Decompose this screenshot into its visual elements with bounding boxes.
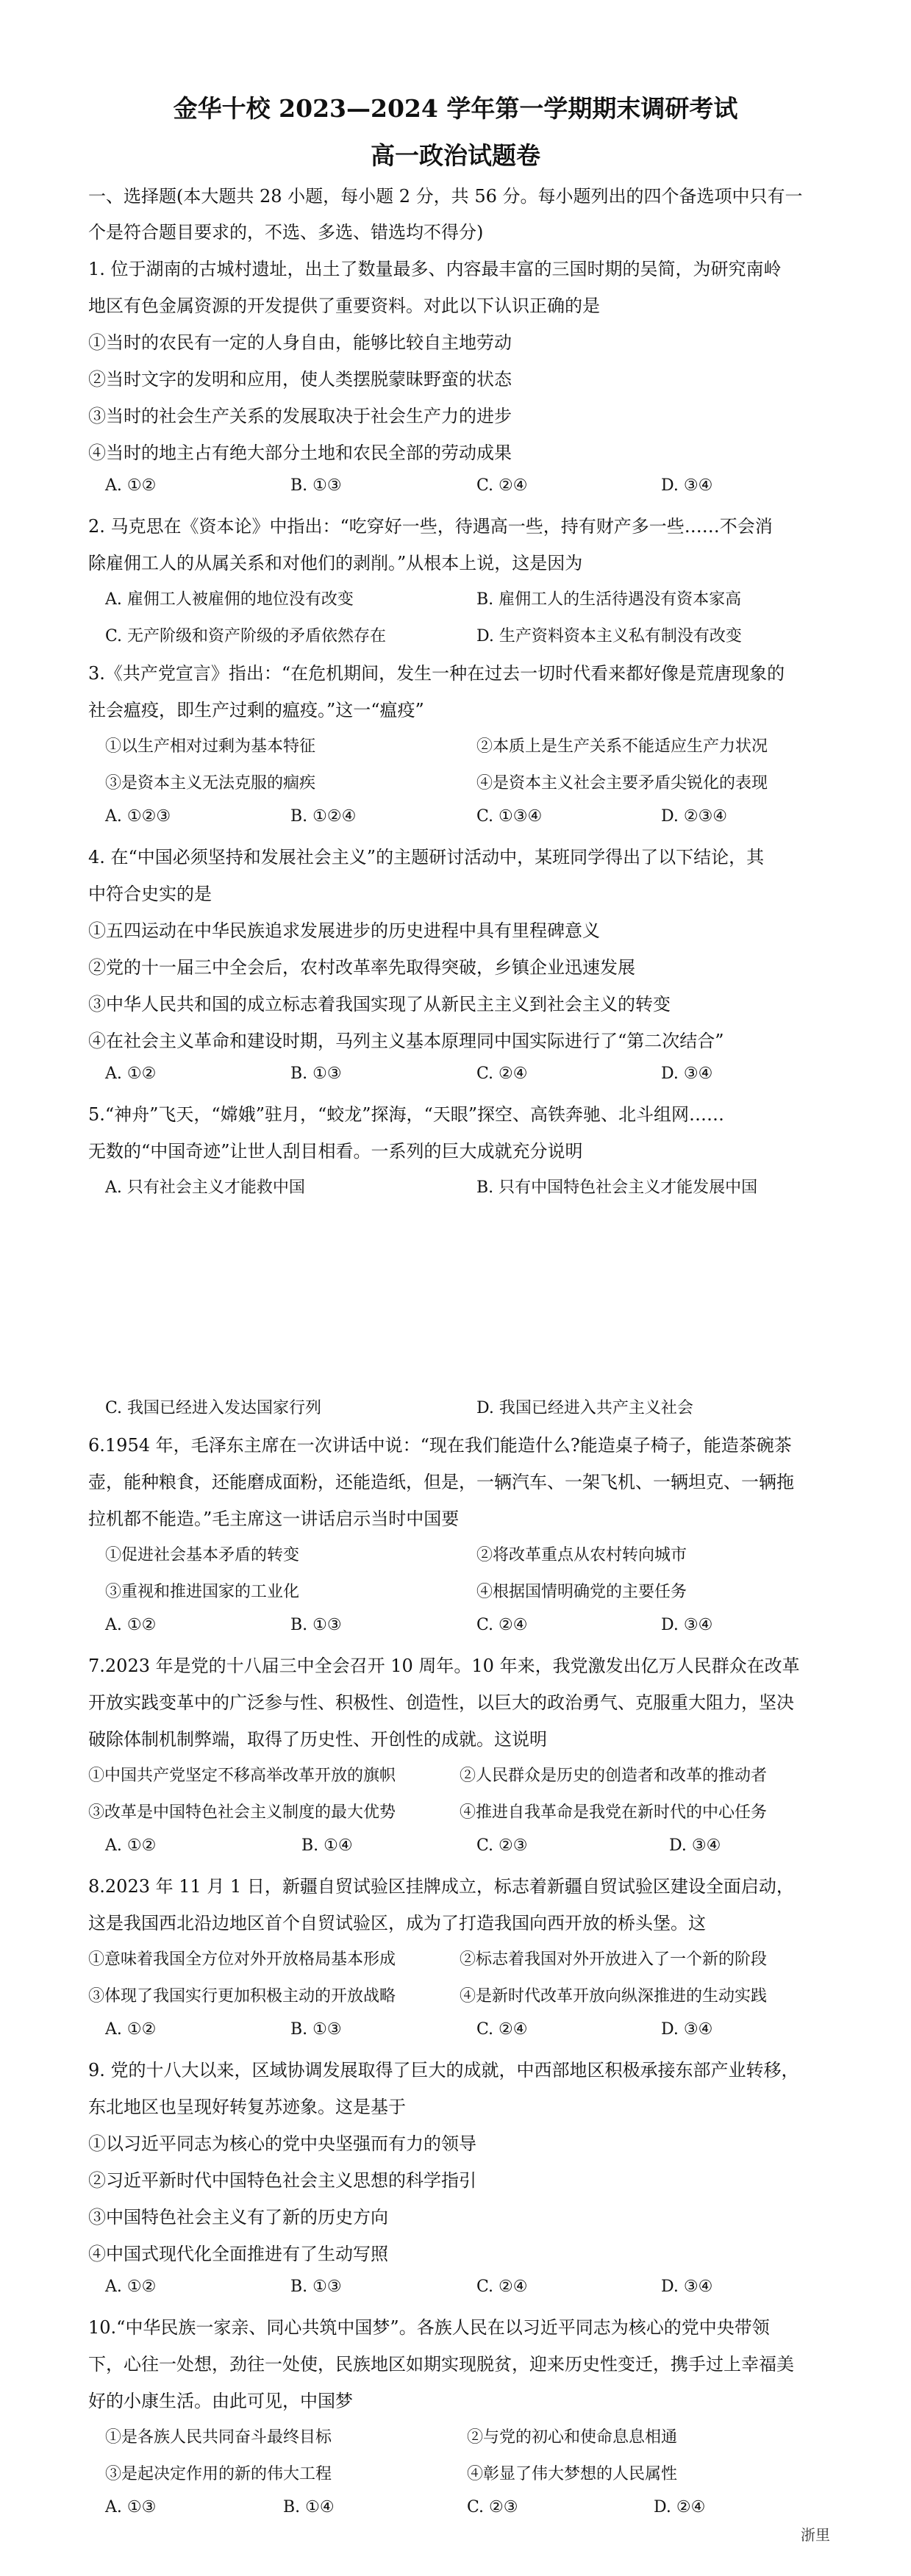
- question-1-choice-b: B. ①③: [290, 476, 342, 495]
- question-4-item: ①五四运动在中华民族追求发展进步的历史进程中具有里程碑意义: [88, 920, 600, 941]
- question-4-stem: 4. 在“中国必须坚持和发展社会主义”的主题研讨活动中，某班同学得出了以下结论，其: [88, 847, 765, 867]
- question-6-choice-c: C. ②④: [476, 1616, 528, 1634]
- question-9-stem: 9. 党的十八大以来，区域协调发展取得了巨大的成就，中西部地区积极承接东部产业转移，: [88, 2060, 799, 2081]
- question-2-choice-c: C. 无产阶级和资产阶级的矛盾依然存在: [105, 627, 387, 645]
- question-5-choice-a: A. 只有社会主义才能救中国: [105, 1178, 305, 1197]
- question-3-choice-b: B. ①②④: [290, 807, 357, 826]
- question-4-choice-b: B. ①③: [290, 1065, 342, 1083]
- question-7-choice-a: A. ①②: [105, 1836, 157, 1855]
- question-6-choice-a: A. ①②: [105, 1616, 157, 1634]
- question-7-stem: 破除体制机制弊端，取得了历史性、开创性的成就。这说明: [88, 1729, 547, 1750]
- section-intro-line: 一、选择题(本大题共 28 小题，每小题 2 分，共 56 分。每小题列出的四个备选项中只有一: [88, 186, 803, 207]
- question-10-choice-b: B. ①④: [283, 2498, 335, 2516]
- question-4-item: ④在社会主义革命和建设时期，马列主义基本原理同中国实际进行了“第二次结合”: [88, 1031, 724, 1051]
- question-8-item: ①意味着我国全方位对外开放格局基本形成: [88, 1950, 396, 1969]
- question-3-item: ①以生产相对过剩为基本特征: [105, 737, 316, 756]
- question-2-choice-b: B. 雇佣工人的生活待遇没有资本家高: [476, 590, 742, 609]
- question-1-stem: 地区有色金属资源的开发提供了重要资料。对此以下认识正确的是: [88, 296, 600, 316]
- question-6-choice-d: D. ③④: [661, 1616, 713, 1634]
- question-2-stem: 除雇佣工人的从属关系和对他们的剥削。”从根本上说，这是因为: [88, 553, 583, 573]
- question-8-item: ④是新时代改革开放向纵深推进的生动实践: [460, 1987, 768, 2006]
- question-7-stem: 7.2023 年是党的十八届三中全会召开 10 周年。10 年来，我党激发出亿万人民群众在改革: [88, 1656, 800, 1676]
- question-6-stem: 拉机都不能造。”毛主席这一讲话启示当时中国要: [88, 1509, 460, 1529]
- question-5-choice-b: B. 只有中国特色社会主义才能发展中国: [476, 1178, 758, 1197]
- question-10-item: ①是各族人民共同奋斗最终目标: [105, 2428, 332, 2447]
- question-4-item: ③中华人民共和国的成立标志着我国实现了从新民主主义到社会主义的转变: [88, 994, 671, 1015]
- question-4-choice-d: D. ③④: [661, 1065, 713, 1083]
- question-10-item: ②与党的初心和使命息息相通: [467, 2428, 678, 2447]
- question-3-item: ③是资本主义无法克服的痼疾: [105, 774, 316, 793]
- exam-subtitle: 高一政治试题卷: [371, 141, 540, 170]
- question-1-choice-c: C. ②④: [476, 476, 528, 495]
- question-5-choice-c: C. 我国已经进入发达国家行列: [105, 1399, 322, 1417]
- question-7-stem: 开放实践变革中的广泛参与性、积极性、创造性，以巨大的政治勇气、克服重大阻力，坚决: [88, 1692, 794, 1713]
- question-6-item: ③重视和推进国家的工业化: [105, 1583, 300, 1601]
- question-1-choice-d: D. ③④: [661, 476, 713, 495]
- question-1-item: ④当时的地主占有绝大部分土地和农民全部的劳动成果: [88, 443, 512, 463]
- question-6-item: ④根据国情明确党的主要任务: [476, 1583, 687, 1601]
- question-2-stem: 2. 马克思在《资本论》中指出：“吃穿好一些，待遇高一些，持有财产多一些……不会消: [88, 516, 773, 537]
- question-7-item: ④推进自我革命是我党在新时代的中心任务: [460, 1803, 768, 1822]
- question-3-stem: 3.《共产党宣言》指出：“在危机期间，发生一种在过去一切时代看来都好像是荒唐现象的: [88, 663, 785, 684]
- question-4-choice-a: A. ①②: [105, 1065, 157, 1083]
- question-9-item: ①以习近平同志为核心的党中央坚强而有力的领导: [88, 2133, 476, 2154]
- question-8-stem: 8.2023 年 11 月 1 日，新疆自贸试验区挂牌成立，标志着新疆自贸试验区建设全面启动，: [88, 1876, 794, 1897]
- question-7-choice-c: C. ②③: [476, 1836, 528, 1855]
- question-7-item: ①中国共产党坚定不移高举改革开放的旗帜: [88, 1767, 396, 1785]
- question-8-choice-c: C. ②④: [476, 2020, 528, 2039]
- question-3-item: ④是资本主义社会主要矛盾尖锐化的表现: [476, 774, 768, 793]
- question-8-choice-a: A. ①②: [105, 2020, 157, 2039]
- question-1-choice-a: A. ①②: [105, 476, 157, 495]
- question-7-item: ②人民群众是历史的创造者和改革的推动者: [460, 1767, 768, 1785]
- exam-title: 金华十校 2023—2024 学年第一学期期末调研考试: [173, 94, 738, 123]
- question-8-stem: 这是我国西北沿边地区首个自贸试验区，成为了打造我国向西开放的桥头堡。这: [88, 1913, 706, 1933]
- question-3-choice-c: C. ①③④: [476, 807, 543, 826]
- question-3-item: ②本质上是生产关系不能适应生产力状况: [476, 737, 768, 756]
- question-8-choice-b: B. ①③: [290, 2020, 342, 2039]
- question-10-choice-c: C. ②③: [467, 2498, 518, 2516]
- footer-watermark: 浙里: [801, 2526, 830, 2544]
- question-10-item: ③是起决定作用的新的伟大工程: [105, 2465, 332, 2483]
- question-7-item: ③改革是中国特色社会主义制度的最大优势: [88, 1803, 396, 1822]
- question-1-stem: 1. 位于湖南的古城村遗址，出土了数量最多、内容最丰富的三国时期的吴简，为研究南岭: [88, 259, 782, 279]
- question-2-choice-a: A. 雇佣工人被雇佣的地位没有改变: [105, 590, 354, 609]
- question-3-choice-a: A. ①②③: [105, 807, 171, 826]
- question-9-stem: 东北地区也呈现好转复苏迹象。这是基于: [88, 2097, 406, 2117]
- question-10-stem: 10.“中华民族一家亲、同心共筑中国梦”。各族人民在以习近平同志为核心的党中央带领: [88, 2317, 770, 2338]
- question-1-item: ①当时的农民有一定的人身自由，能够比较自主地劳动: [88, 332, 512, 353]
- question-6-choice-b: B. ①③: [290, 1616, 342, 1634]
- question-8-choice-d: D. ③④: [661, 2020, 713, 2039]
- question-6-item: ②将改革重点从农村转向城市: [476, 1546, 687, 1564]
- question-7-choice-b: B. ①④: [301, 1836, 353, 1855]
- question-10-choice-d: D. ②④: [654, 2498, 706, 2516]
- question-7-choice-d: D. ③④: [669, 1836, 721, 1855]
- question-2-choice-d: D. 生产资料资本主义私有制没有改变: [476, 627, 742, 645]
- question-5-stem: 无数的“中国奇迹”让世人刮目相看。一系列的巨大成就充分说明: [88, 1141, 583, 1162]
- question-9-item: ③中国特色社会主义有了新的历史方向: [88, 2207, 388, 2228]
- question-10-choice-a: A. ①③: [105, 2498, 157, 2516]
- question-3-choice-d: D. ②③④: [661, 807, 728, 826]
- question-1-item: ②当时文字的发明和应用，使人类摆脱蒙昧野蛮的状态: [88, 369, 512, 390]
- question-8-item: ②标志着我国对外开放进入了一个新的阶段: [460, 1950, 768, 1969]
- question-9-choice-a: A. ①②: [105, 2278, 157, 2296]
- question-9-choice-b: B. ①③: [290, 2278, 342, 2296]
- question-4-stem: 中符合史实的是: [88, 884, 212, 904]
- question-8-item: ③体现了我国实行更加积极主动的开放战略: [88, 1987, 396, 2006]
- question-6-item: ①促进社会基本矛盾的转变: [105, 1546, 300, 1564]
- question-1-item: ③当时的社会生产关系的发展取决于社会生产力的进步: [88, 406, 512, 426]
- question-9-item: ②习近平新时代中国特色社会主义思想的科学指引: [88, 2170, 476, 2191]
- question-6-stem: 壶，能种粮食，还能磨成面粉，还能造纸，但是，一辆汽车、一架飞机、一辆坦克、一辆拖: [88, 1472, 794, 1492]
- question-10-stem: 好的小康生活。由此可见，中国梦: [88, 2391, 353, 2411]
- question-9-choice-d: D. ③④: [661, 2278, 713, 2296]
- question-5-choice-d: D. 我国已经进入共产主义社会: [476, 1399, 693, 1417]
- question-4-choice-c: C. ②④: [476, 1065, 528, 1083]
- question-3-stem: 社会瘟疫，即生产过剩的瘟疫。”这一“瘟疫”: [88, 700, 424, 720]
- question-5-stem: 5.“神舟”飞天，“嫦娥”驻月，“蛟龙”探海，“天眼”探空、高铁奔驰、北斗组网……: [88, 1104, 725, 1125]
- question-10-stem: 下，心往一处想，劲往一处使，民族地区如期实现脱贫，迎来历史性变迁，携手过上幸福美: [88, 2354, 794, 2375]
- question-9-item: ④中国式现代化全面推进有了生动写照: [88, 2244, 388, 2264]
- question-4-item: ②党的十一届三中全会后，农村改革率先取得突破，乡镇企业迅速发展: [88, 957, 635, 978]
- question-9-choice-c: C. ②④: [476, 2278, 528, 2296]
- question-10-item: ④彰显了伟大梦想的人民属性: [467, 2465, 678, 2483]
- question-6-stem: 6.1954 年，毛泽东主席在一次讲话中说：“现在我们能造什么?能造桌子椅子，能造茶碗茶: [88, 1435, 792, 1456]
- section-intro-line: 个是符合题目要求的，不选、多选、错选均不得分): [88, 222, 484, 243]
